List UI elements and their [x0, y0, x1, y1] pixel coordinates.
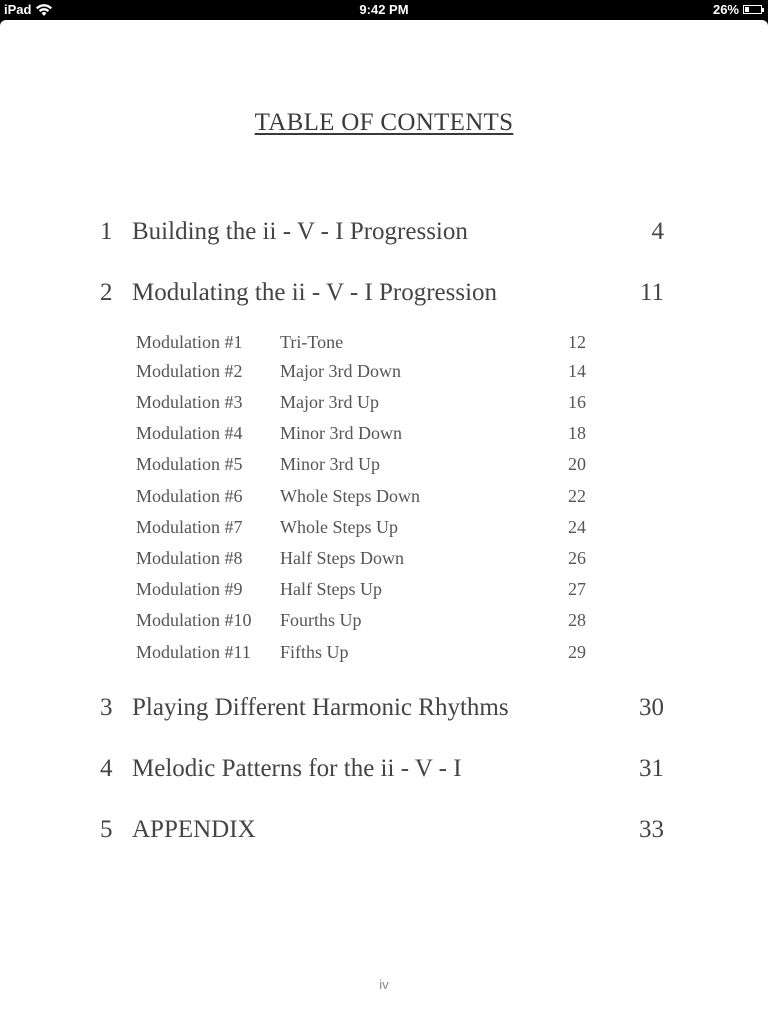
battery-icon: [743, 5, 762, 14]
modulation-title: Fifths Up: [280, 642, 349, 662]
modulation-label: Modulation #8: [136, 548, 243, 568]
status-bar: [0, 0, 768, 20]
modulation-page: 20: [568, 454, 586, 474]
chapter-title: APPENDIX: [132, 816, 256, 843]
modulation-title: Major 3rd Down: [280, 361, 401, 381]
modulation-title: Major 3rd Up: [280, 392, 379, 412]
chapter-number: 5: [100, 816, 113, 843]
modulation-page: 22: [568, 486, 586, 506]
modulation-title: Half Steps Down: [280, 548, 404, 568]
status-time: 9:42 PM: [359, 2, 409, 17]
modulation-label: Modulation #2: [136, 361, 243, 381]
modulation-label: Modulation #7: [136, 517, 243, 537]
modulation-title: Whole Steps Up: [280, 517, 398, 537]
modulation-title: Half Steps Up: [280, 579, 382, 599]
modulation-page: 27: [568, 579, 586, 599]
modulation-page: 12: [568, 332, 586, 352]
chapter-number: 1: [100, 218, 113, 245]
modulation-page: 14: [568, 361, 586, 381]
battery-level: [745, 7, 749, 12]
page-number-footer: iv: [379, 977, 389, 992]
modulation-page: 29: [568, 642, 586, 662]
chapter-number: 2: [100, 279, 113, 306]
modulation-page: 26: [568, 548, 586, 568]
chapter-title: Building the ii - V - I Progression: [132, 218, 468, 245]
chapter-page: 30: [639, 694, 664, 721]
modulation-title: Whole Steps Down: [280, 486, 420, 506]
modulation-label: Modulation #9: [136, 579, 243, 599]
modulation-page: 16: [568, 392, 586, 412]
modulation-title: Tri-Tone: [280, 332, 344, 352]
chapter-page: 4: [651, 218, 664, 245]
modulation-label: Modulation #4: [136, 423, 243, 443]
modulation-label: Modulation #3: [136, 392, 243, 412]
modulation-label: Modulation #5: [136, 454, 243, 474]
modulation-page: 24: [568, 517, 586, 537]
chapter-page: 11: [639, 279, 664, 306]
chapter-page: 31: [639, 755, 664, 782]
chapter-number: 3: [100, 694, 113, 721]
modulation-title: Fourths Up: [280, 610, 362, 630]
battery-percent: 26%: [712, 2, 739, 17]
chapter-title: Melodic Patterns for the ii - V - I: [132, 755, 462, 782]
chapter-title: Modulating the ii - V - I Progression: [132, 279, 498, 306]
modulation-label: Modulation #1: [136, 332, 243, 352]
modulation-page: 18: [568, 423, 586, 443]
chapter-number: 4: [100, 755, 113, 782]
book-page[interactable]: [0, 20, 768, 1024]
device-name: iPad: [4, 2, 32, 17]
modulation-title: Minor 3rd Down: [280, 423, 402, 443]
chapter-page: 33: [639, 816, 664, 843]
chapter-title: Playing Different Harmonic Rhythms: [132, 694, 509, 721]
modulation-label: Modulation #10: [136, 610, 252, 630]
modulation-label: Modulation #6: [136, 486, 243, 506]
modulation-title: Minor 3rd Up: [280, 454, 380, 474]
modulation-page: 28: [568, 610, 586, 630]
page-title: TABLE OF CONTENTS: [254, 109, 514, 136]
modulation-label: Modulation #11: [136, 642, 251, 662]
status-right: [713, 2, 762, 17]
